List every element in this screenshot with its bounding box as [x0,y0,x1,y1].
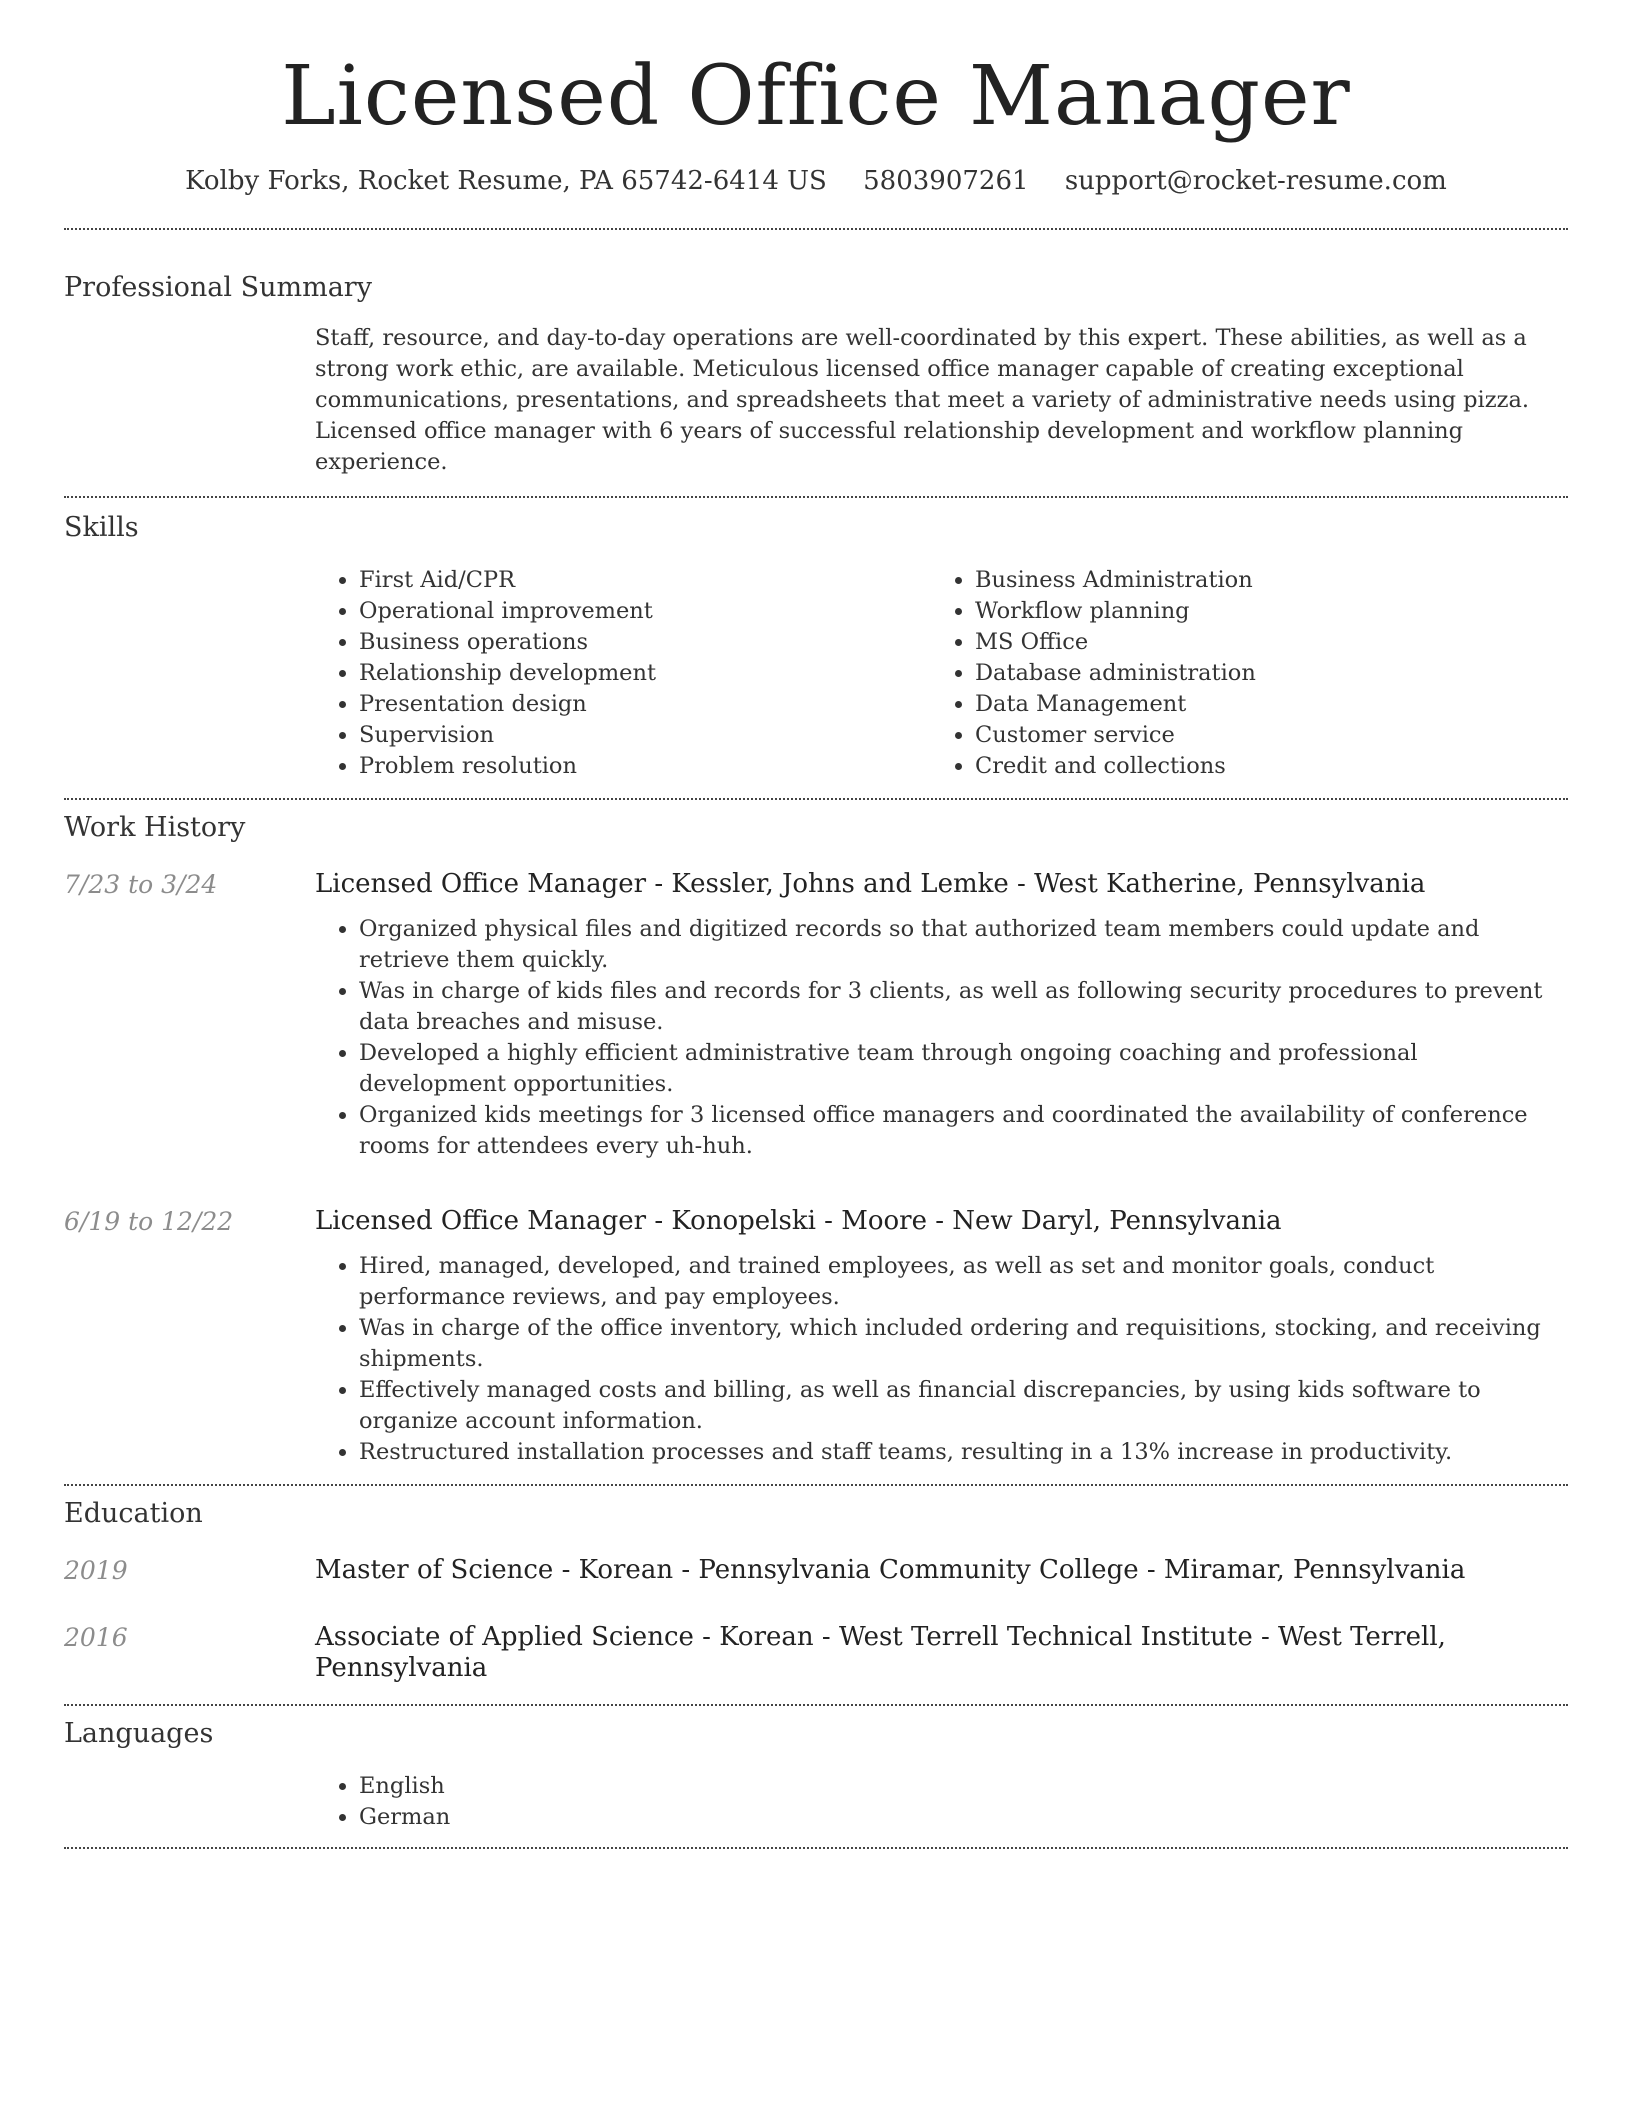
skills-heading: Skills [64,512,139,544]
job-bullet: • Effectively managed costs and billing, as well as financial discrepancies, by using kids software to organize account information. [359,1375,1568,1437]
skill-item: • Business Administration [975,565,1547,596]
education-entry [64,1555,1568,1586]
summary-heading: Professional Summary [64,272,372,304]
education-section [64,1486,1568,1684]
languages-section [64,1706,1568,1833]
skill-item: • Customer service [975,720,1547,751]
skill-item: • Credit and collections [975,751,1547,782]
job-heading: Licensed Office Manager - Kessler, Johns and Lemke - West Katherine, Pennsylvania [315,869,1426,900]
education-year: 2019 [64,1556,128,1586]
contact-line [64,166,1568,196]
job-entry [64,1206,1568,1237]
job-bullet: • Was in charge of kids files and records for 3 clients, as well as following security procedures to prevent data breaches and misuse. [359,976,1568,1038]
resume-title: Licensed Office Manager [281,49,1351,144]
skill-item: • Database administration [975,658,1547,689]
skill-item: • Workflow planning [975,596,1547,627]
summary-text: Staff, resource, and day-to-day operations are well-coordinated by this expert. These abilities, as well as a strong work ethic, are available. Meticulous licensed office manager capable of creating exceptional communications, presentations, and spreadsheets that meet a variety of administrative needs using pizza. Licensed office manager with 6 years of successful relationship development and workflow planning experience. [315,325,1530,476]
skill-item: • Presentation design [359,689,931,720]
skill-item: • MS Office [975,627,1547,658]
skill-item: • Operational improvement [359,596,931,627]
job-bullet: • Organized kids meetings for 3 licensed office managers and coordinated the availability of conference rooms for attendees every uh-huh. [359,1100,1568,1162]
skills-list-right [931,565,1547,782]
language-item: • German [359,1802,1568,1833]
work-history-heading: Work History [64,812,246,844]
contact-email: support@rocket-resume.com [1064,166,1447,197]
skills-column-left [315,565,931,782]
skill-item: • Business operations [359,627,931,658]
job-bullets [315,914,1568,1162]
job-bullet: • Hired, managed, developed, and trained employees, as well as set and monitor goals, conduct performance reviews, and pay employees. [359,1251,1568,1313]
contact-address: Kolby Forks, Rocket Resume, PA 65742-6414 US [185,166,827,197]
job-dates: 7/23 to 3/24 [64,870,218,900]
job-bullet: • Restructured installation processes and staff teams, resulting in a 13% increase in productivity. [359,1437,1568,1468]
job-bullet-list [315,1251,1568,1468]
skill-item: • First Aid/CPR [359,565,931,596]
language-item: • English [359,1771,1568,1802]
skills-grid [315,565,1568,782]
skill-item: • Supervision [359,720,931,751]
education-year: 2016 [64,1623,128,1653]
summary-section [64,230,1568,478]
contact-phone: 5803907261 [863,166,1029,197]
job-bullet-list [315,914,1568,1162]
skill-item: • Relationship development [359,658,931,689]
skills-list-left [315,565,931,782]
job-bullets [315,1251,1568,1468]
job-dates: 6/19 to 12/22 [64,1207,234,1237]
divider [64,1847,1568,1849]
work-history-section [64,800,1568,1468]
skill-item: • Data Management [975,689,1547,720]
job-entry [64,869,1568,900]
languages-list [315,1771,1568,1833]
job-bullet: • Was in charge of the office inventory, which included ordering and requisitions, stocking, and receiving shipments. [359,1313,1568,1375]
education-entry [64,1622,1568,1684]
job-bullet: • Developed a highly efficient administrative team through ongoing coaching and professional development opportunities. [359,1038,1568,1100]
skills-column-right [931,565,1547,782]
skill-item: • Problem resolution [359,751,931,782]
languages-heading: Languages [64,1718,214,1750]
job-bullet: • Organized physical files and digitized records so that authorized team members could update and retrieve them quickly. [359,914,1568,976]
languages-content [315,1771,1568,1833]
skills-section [64,498,1568,782]
education-heading-text: Associate of Applied Science - Korean - West Terrell Technical Institute - West Terrell, Pennsylvania [315,1622,1446,1684]
education-heading: Education [64,1498,203,1530]
job-heading: Licensed Office Manager - Konopelski - Moore - New Daryl, Pennsylvania [315,1206,1282,1237]
education-heading-text: Master of Science - Korean - Pennsylvania Community College - Miramar, Pennsylvania [315,1555,1466,1586]
